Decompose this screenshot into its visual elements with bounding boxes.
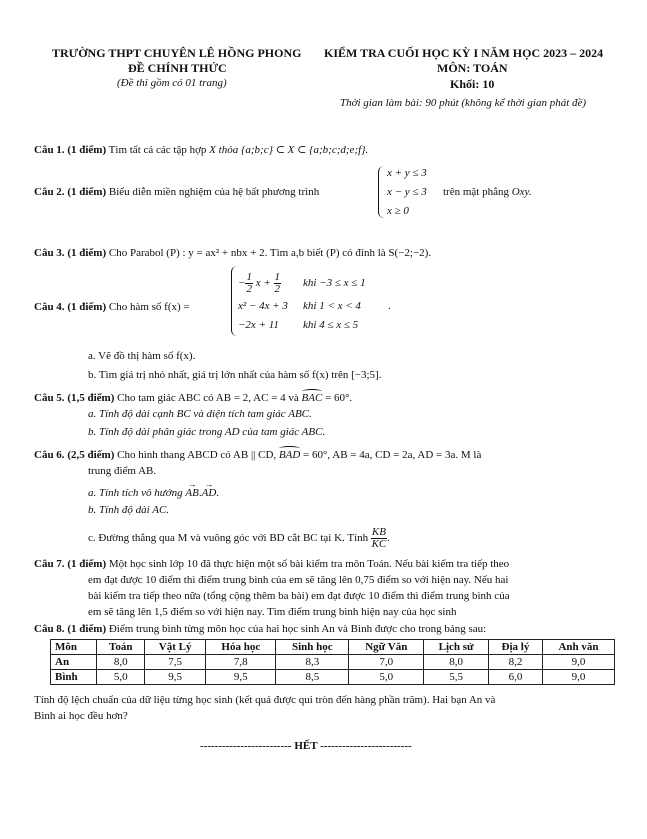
table-cell: Bình (51, 670, 97, 685)
q4-brace (231, 266, 237, 336)
table-header-cell: Địa lý (488, 640, 542, 655)
q4-points: (1 điểm) (67, 301, 107, 313)
q1-var: X (209, 144, 216, 156)
q4-frac2-den: 2 (274, 283, 280, 295)
q4-mid: x + (255, 277, 271, 290)
q3-points: (1 điểm) (67, 247, 107, 259)
q4-text: Cho hàm số f(x) = (108, 301, 190, 313)
q6-label: Câu 6. (34, 449, 65, 461)
q4-part-a: a. Vẽ đồ thị hàm số f(x). (88, 350, 196, 362)
q6-vec-ab: → AB (185, 486, 198, 500)
q6-part-a (88, 486, 219, 500)
table-header-cell: Môn (51, 640, 97, 655)
table-header-cell: Ngữ Văn (349, 640, 424, 655)
q2-tail-text: trên mặt phẳng (443, 186, 509, 198)
table-cell: 5,0 (349, 670, 424, 685)
table-header-cell: Anh văn (542, 640, 614, 655)
q8-text: Điểm trung bình từng môn học của hai học sinh An và Bình được cho trong bảng sau: (108, 623, 487, 635)
q4-frac1-num: 1 (246, 271, 252, 283)
table-header-cell: Lịch sử (424, 640, 489, 655)
q5-part-a: a. Tính độ dài cạnh BC và diện tích tam giác ABC. (88, 408, 312, 420)
q3-text: Cho Parabol (P) : y = ax² + nbx + 2. Tìm a,b biết (P) có đỉnh là S(−2;−2). (108, 247, 432, 259)
table-cell: 5,5 (424, 670, 489, 685)
q6-c-text: c. Đường thẳng qua M và vuông góc với BD cắt BC tại K. Tính (88, 532, 369, 545)
q4-cond-2: khi 1 < x < 4 (303, 300, 361, 312)
q1-label: Câu 1. (34, 144, 65, 156)
q4-cond-1: khi −3 ≤ x ≤ 1 (303, 277, 366, 289)
q8-after-1: Tính độ lệch chuẩn của dữ liệu từng học sinh (kết quả được qui tròn đến hàng phần trăm). Hai bạn An và (34, 694, 496, 706)
q8-label: Câu 8. (34, 623, 65, 635)
q6-vec-ad: → AD (202, 486, 217, 500)
table-cell: 8,0 (97, 655, 145, 670)
exam-title: KIỂM TRA CUỐI HỌC KỲ I NĂM HỌC 2023 – 2024 (324, 46, 604, 60)
q6-a-dot: . (198, 487, 202, 499)
table-cell: 9,0 (542, 655, 614, 670)
q6-c-end: . (386, 532, 390, 545)
q1-text: Tìm tất cả các tập hợp (108, 144, 207, 156)
table-cell: 8,0 (424, 655, 489, 670)
question-6 (34, 448, 481, 462)
q5-points: (1,5 điểm) (67, 392, 115, 404)
q7-label: Câu 7. (34, 558, 65, 570)
grade-label: Khối: 10 (450, 77, 495, 91)
q2-brace (378, 166, 384, 218)
table-row (51, 670, 615, 685)
q1-cond: thỏa {a;b;c} ⊂ X ⊂ {a;b;c;d;e;f}. (218, 144, 369, 156)
q8-points: (1 điểm) (67, 623, 107, 635)
q1-points: (1 điểm) (67, 144, 107, 156)
q5-label: Câu 5. (34, 392, 65, 404)
subject-label: MÔN: TOÁN (437, 61, 508, 75)
q3-label: Câu 3. (34, 247, 65, 259)
q2-text: Biểu diễn miền nghiệm của hệ bất phương trình (108, 186, 320, 198)
table-header-cell: Vật Lý (145, 640, 206, 655)
q6-frac (371, 527, 387, 550)
q4-piece-1 (238, 272, 281, 295)
table-cell: An (51, 655, 97, 670)
q2-ineq-2: x − y ≤ 3 (387, 186, 427, 198)
q6-a-text: a. Tính tích vô hướng (88, 487, 183, 499)
question-7 (34, 557, 509, 571)
q4-piece-3: −2x + 11 (238, 319, 279, 331)
question-3 (34, 246, 431, 260)
table-header-cell: Hóa học (206, 640, 276, 655)
q8-after-2: Bình ai học đều hơn? (34, 710, 128, 722)
question-1 (34, 143, 368, 157)
table-cell: 5,0 (97, 670, 145, 685)
question-8 (34, 622, 486, 636)
q6-line2: trung điểm AB. (88, 465, 157, 477)
official-label: ĐỀ CHÍNH THỨC (128, 61, 227, 75)
table-header-row (51, 640, 615, 655)
q5-part-b: b. Tính độ dài phân giác trong AD của tam giác ABC. (88, 426, 326, 438)
q6-angle: BAD (278, 449, 301, 461)
q5-text1: Cho tam giác ABC có AB = 2, AC = 4 và (117, 392, 299, 404)
q6-frac-num: KB (371, 526, 386, 538)
q4-frac2-num: 1 (274, 271, 280, 283)
q6-frac-den: KC (371, 538, 387, 550)
table-cell: 6,0 (488, 670, 542, 685)
q2-plane: Oxy. (511, 186, 532, 198)
end-marker: ------------------------- HẾT ------------------------- (200, 740, 412, 752)
table-cell: 9,5 (145, 670, 206, 685)
table-cell: 9,0 (542, 670, 614, 685)
q2-label: Câu 2. (34, 186, 65, 198)
table-cell: 8,5 (276, 670, 349, 685)
q7-line-3: bài kiểm tra tiếp theo nữa (tổng cộng thêm ba bài) em đạt được 10 điểm thì điểm trung bình của (88, 590, 510, 602)
q2-ineq-3: x ≥ 0 (387, 205, 409, 217)
table-cell: 9,5 (206, 670, 276, 685)
time-label: Thời gian làm bài: 90 phút (không kể thời gian phát đề) (340, 97, 587, 109)
q6-points: (2,5 điểm) (67, 449, 115, 461)
table-cell: 7,0 (349, 655, 424, 670)
q6-text1: Cho hình thang ABCD có AB || CD, (117, 449, 277, 461)
q7-points: (1 điểm) (67, 558, 107, 570)
q6-part-b: b. Tính độ dài AC. (88, 504, 170, 516)
page-count: (Đề thi gồm có 01 trang) (117, 77, 227, 89)
q5-angle: BAC (301, 392, 323, 404)
q5-text2: = 60°. (325, 392, 353, 404)
q7-line-1: Một học sinh lớp 10 đã thực hiện một số bài kiểm tra môn Toán. Nếu bài kiểm tra tiếp theo (108, 558, 510, 570)
q7-line-2: em đạt được 10 điểm thì điểm trung bình của em sẽ tăng lên 0,75 điểm so với hiện nay. Nếu hai (88, 574, 509, 586)
q4-cond-3: khi 4 ≤ x ≤ 5 (303, 319, 359, 331)
question-2 (34, 185, 319, 199)
q4-dot: . (388, 300, 391, 312)
q2-tail (443, 185, 532, 199)
q6-text2: = 60°, AB = 4a, CD = 2a, AD = 3a. M là (303, 449, 482, 461)
q6-a-end: . (216, 487, 220, 499)
q4-frac-1 (245, 272, 253, 295)
q4-piece-2: x² − 4x + 3 (238, 300, 288, 312)
q4-minus: − (238, 277, 246, 290)
table-cell: 8,2 (488, 655, 542, 670)
table-row (51, 655, 615, 670)
table-cell: 8,3 (276, 655, 349, 670)
table-cell: 7,8 (206, 655, 276, 670)
q6-part-c (88, 527, 390, 550)
school-name: TRƯỜNG THPT CHUYÊN LÊ HỒNG PHONG (52, 46, 302, 60)
q4-frac-2 (274, 272, 282, 295)
q4-frac1-den: 2 (246, 283, 252, 295)
q7-line-4: em sẽ tăng lên 1,5 điểm so với hiện nay. Tìm điểm trung bình hiện nay của học sinh (88, 606, 457, 618)
question-4 (34, 300, 190, 314)
question-5 (34, 391, 352, 405)
table-cell: 7,5 (145, 655, 206, 670)
q2-ineq-1: x + y ≤ 3 (387, 167, 427, 179)
table-header-cell: Sinh học (276, 640, 349, 655)
table-header-cell: Toán (97, 640, 145, 655)
q2-points: (1 điểm) (67, 186, 107, 198)
grades-table (50, 639, 615, 685)
q4-part-b: b. Tìm giá trị nhỏ nhất, giá trị lớn nhất của hàm số f(x) trên [−3;5]. (88, 369, 382, 381)
q4-label: Câu 4. (34, 301, 65, 313)
